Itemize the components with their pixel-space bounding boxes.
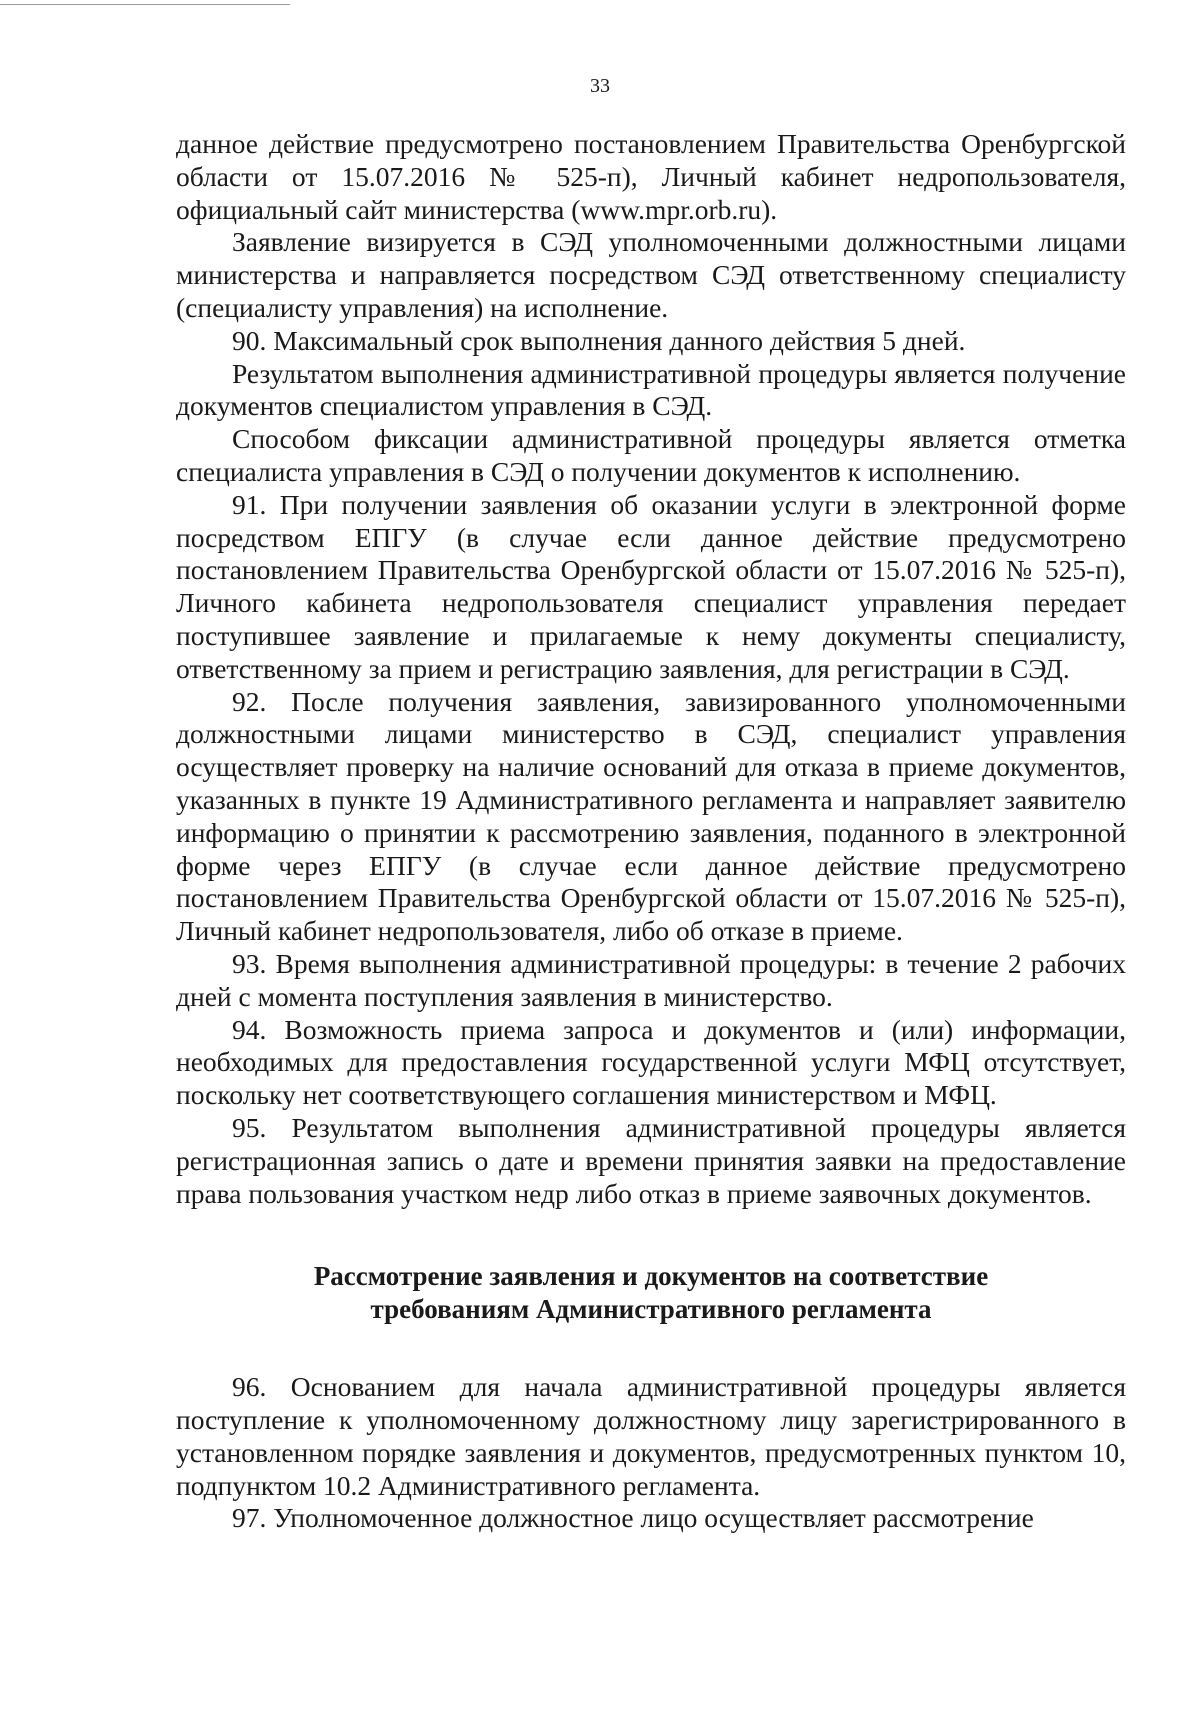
paragraph-97: 97. Уполномоченное должностное лицо осуществляет рассмотрение: [232, 1502, 1034, 1534]
paragraph-90: 90. Максимальный срок выполнения данного действия 5 дней.: [232, 324, 966, 356]
paragraph-92: 92. После получения заявления, завизированного уполномоченными должностными лицами министерство в СЭД, специалист управления осуществляет проверку на наличие оснований для отказа в приеме документов, указанных в пункте 19 Административного регламента и направляет заявителю информацию о принятии к рассмотрению заявления, поданного в электронной форме через ЕПГУ (в случае если данное действие предусмотрено постановлением Правительства Оренбургской области от 15.07.2016 № 525-п), Личный кабинет недропользователя, либо об отказе в приеме.: [176, 685, 1126, 947]
page-number: 33: [590, 75, 610, 97]
paragraph-94: 94. Возможность приема запроса и документов и (или) информации, необходимых для предоставления государственной услуги МФЦ отсутствует, поскольку нет соответствующего соглашения министерством и МФЦ.: [176, 1013, 1126, 1111]
section-heading: [176, 1260, 1126, 1326]
scan-edge-line: [0, 4, 290, 5]
paragraph-91: 91. При получении заявления об оказании услуги в электронной форме посредством ЕПГУ (в случае если данное действие предусмотрено постановлением Правительства Оренбургской области от 15.07.2016 № 525-п), Личного кабинета недропользователя специалист управления передает поступившее заявление и прилагаемые к нему документы специалисту, ответственному за прием и регистрацию заявления, для регистрации в СЭД.: [176, 488, 1126, 684]
paragraph-95: 95. Результатом выполнения административной процедуры является регистрационная запись о дате и времени принятия заявки на предоставление права пользования участком недр либо отказ в приеме заявочных документов.: [176, 1111, 1126, 1209]
section-heading-line-1: Рассмотрение заявления и документов на соответствие: [313, 1261, 989, 1292]
paragraph-continuation: данное действие предусмотрено постановлением Правительства Оренбургской области от 15.07.2016 № 525-п), Личный кабинет недропользователя, официальный сайт министерства (www.mpr.orb.ru).: [176, 128, 1126, 225]
section-heading-line-2: требованиям Административного регламента: [370, 1294, 932, 1325]
document-body: [176, 128, 1126, 1535]
paragraph: Результатом выполнения административной процедуры является получение документов специалистом управления в СЭД.: [176, 357, 1126, 422]
paragraph-93: 93. Время выполнения административной процедуры: в течение 2 рабочих дней с момента поступления заявления в министерство.: [176, 947, 1126, 1012]
paragraph: Заявление визируется в СЭД уполномоченными должностными лицами министерства и направляется посредством СЭД ответственному специалисту (специалисту управления) на исполнение.: [176, 226, 1126, 323]
paragraph-96: 96. Основанием для начала административной процедуры является поступление к уполномоченному должностному лицу зарегистрированного в установленном порядке заявления и документов, предусмотренных пунктом 10, подпунктом 10.2 Административного регламента.: [176, 1371, 1126, 1501]
paragraph: Способом фиксации административной процедуры является отметка специалиста управления в СЭД о получении документов к исполнению.: [176, 423, 1126, 487]
